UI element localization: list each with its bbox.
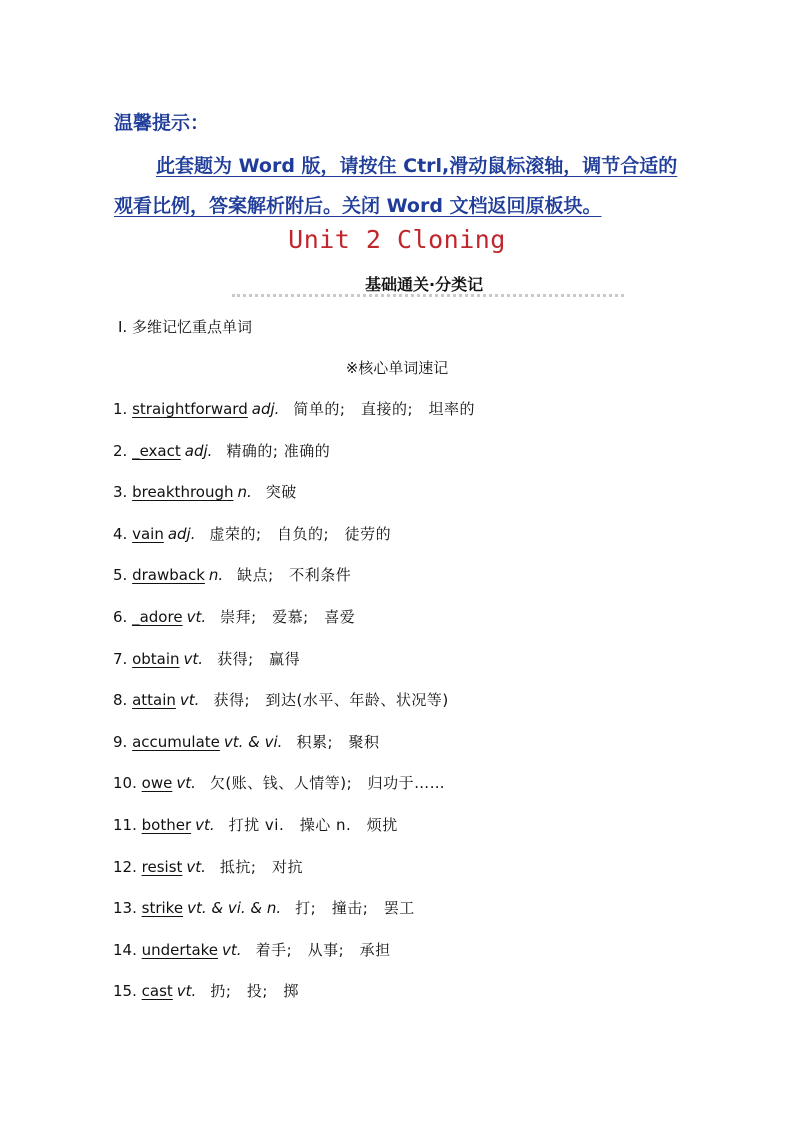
list-item [113, 772, 475, 814]
entry-number: 11. [113, 815, 137, 834]
dotted-divider [232, 294, 624, 297]
list-item [113, 564, 475, 606]
entry-number: 5. [113, 566, 128, 585]
list-item [113, 689, 475, 731]
entry-pos: vt. [222, 940, 242, 959]
entry-number: 1. [113, 400, 128, 418]
entry-word: breakthrough [132, 483, 234, 502]
hint-body-text: 此套题为 Word 版，请按住 Ctrl,滑动鼠标滚轴，调节合适的观看比例，答案解析附后。关闭 Word 文档返回原板块。 [114, 155, 678, 217]
entry-pos: vt. [195, 815, 215, 834]
hint-body [114, 146, 694, 226]
entry-pos: n. [208, 566, 224, 585]
list-item [113, 648, 475, 690]
entry-pos: adj. [184, 441, 213, 460]
entry-word: straightforward [132, 400, 248, 418]
entry-meaning: 打; 撞击; 罢工 [295, 899, 415, 918]
entry-number: 9. [113, 732, 128, 751]
entry-word: undertake [141, 940, 219, 959]
subheading: Ⅰ. 多维记忆重点单词 [118, 318, 252, 336]
entry-number: 15. [113, 982, 137, 1001]
entry-meaning: 获得; 到达(水平、年龄、状况等) [213, 691, 449, 710]
entry-number: 3. [113, 483, 128, 502]
entry-meaning: 积累; 聚积 [296, 732, 380, 751]
entry-meaning: 虚荣的; 自负的; 徒劳的 [209, 524, 392, 543]
list-item [113, 481, 475, 523]
entry-word: accumulate [132, 732, 220, 751]
entry-number: 13. [113, 899, 137, 918]
entry-pos: vt. & vi. & n. [187, 899, 282, 918]
entry-word: attain [132, 691, 176, 710]
entry-number: 2. [113, 441, 128, 460]
list-item [113, 398, 475, 440]
entry-number: 12. [113, 857, 137, 876]
entry-pos: adj. [167, 524, 196, 543]
entry-word: drawback [132, 566, 205, 585]
entry-meaning: 缺点; 不利条件 [237, 566, 352, 585]
entry-meaning: 着手; 从事; 承担 [255, 940, 391, 959]
entry-meaning: 欠(账、钱、人情等); 归功于…… [209, 774, 446, 793]
list-item [113, 606, 475, 648]
entry-meaning: 精确的; 准确的 [226, 441, 331, 460]
entry-word: strike [141, 899, 184, 918]
entry-number: 14. [113, 940, 137, 959]
entry-pos: vt. [186, 857, 206, 876]
entry-pos: vt. [186, 607, 207, 626]
section-title: 基础通关·分类记 [365, 275, 484, 294]
unit-title: Unit 2 Cloning [288, 225, 506, 254]
entry-pos: n. [237, 483, 252, 502]
hint-title: 温馨提示： [114, 112, 210, 134]
list-item [113, 523, 475, 565]
entry-number: 8. [113, 691, 128, 710]
list-item [113, 731, 475, 773]
entry-word: _adore [132, 607, 183, 626]
entry-word: bother [141, 815, 192, 834]
list-item [113, 856, 475, 898]
list-item [113, 814, 475, 856]
entry-number: 6. [113, 607, 128, 626]
entry-pos: vt. [176, 982, 197, 1001]
word-list [113, 398, 475, 1022]
entry-meaning: 崇拜; 爱慕; 喜爱 [220, 607, 356, 626]
entry-meaning: 打扰 vi. 操心 n. 烦扰 [228, 815, 398, 834]
entry-meaning: 获得; 赢得 [217, 649, 301, 668]
entry-word: obtain [132, 649, 180, 668]
entry-number: 7. [113, 649, 128, 668]
center-note: ※核心单词速记 [345, 359, 449, 377]
entry-word: vain [132, 524, 164, 543]
list-item [113, 939, 475, 981]
entry-pos: vt. [176, 774, 196, 793]
entry-meaning: 扔; 投; 掷 [210, 982, 299, 1001]
entry-pos: vt. [179, 691, 200, 710]
entry-word: owe [141, 774, 173, 793]
list-item [113, 980, 475, 1022]
entry-word: cast [141, 982, 173, 1001]
list-item [113, 440, 475, 482]
entry-meaning: 抵抗; 对抗 [219, 857, 303, 876]
entry-meaning: 简单的; 直接的; 坦率的 [293, 400, 476, 418]
entry-pos: vt. & vi. [223, 732, 283, 751]
entry-word: resist [141, 857, 183, 876]
entry-meaning: 突破 [265, 483, 297, 502]
entry-pos: adj. [251, 400, 280, 418]
entry-word: _exact [132, 441, 181, 460]
entry-pos: vt. [183, 649, 204, 668]
list-item [113, 897, 475, 939]
entry-number: 10. [113, 774, 137, 793]
entry-number: 4. [113, 524, 128, 543]
